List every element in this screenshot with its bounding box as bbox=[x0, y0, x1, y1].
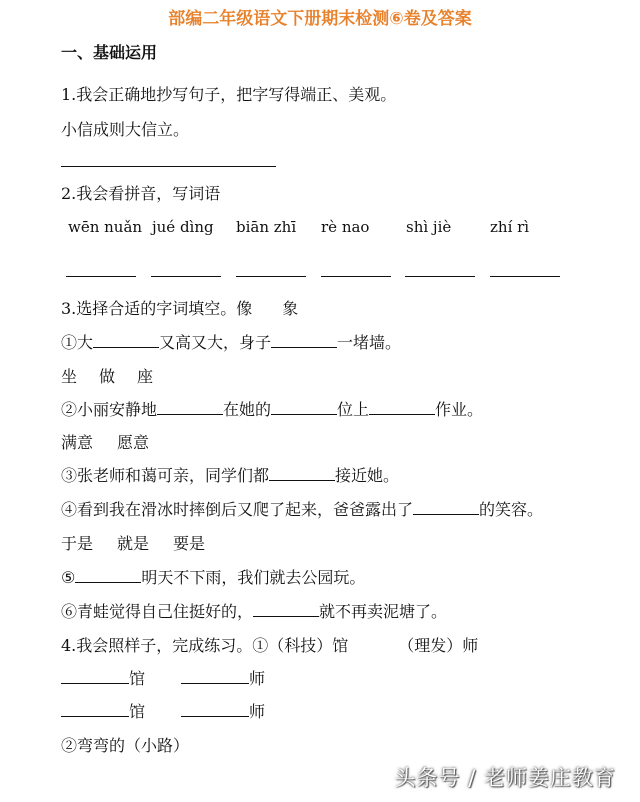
q3-item-text: 在她的 bbox=[223, 400, 272, 419]
fill-blank[interactable] bbox=[61, 702, 129, 717]
pinyin-4: rè nao bbox=[321, 218, 370, 236]
q4-item-2: ②弯弯的（小路） bbox=[61, 736, 190, 755]
fill-blank[interactable] bbox=[253, 602, 319, 617]
pinyin-6: zhí rì bbox=[490, 218, 530, 236]
q3-option: 满意 bbox=[61, 433, 94, 452]
q3-option: 坐 bbox=[61, 367, 78, 386]
q4-row bbox=[61, 701, 265, 723]
fill-blank[interactable] bbox=[271, 400, 337, 415]
q1-sentence: 小信成则大信立。 bbox=[61, 120, 190, 139]
q3-item-text: 又高又大，身子 bbox=[159, 333, 272, 352]
q3-item-2 bbox=[61, 399, 483, 421]
q3-option: 象 bbox=[282, 299, 299, 318]
q4-suffix: 馆 bbox=[129, 669, 146, 688]
pinyin-answer-blank[interactable] bbox=[151, 276, 221, 277]
q4-row bbox=[61, 668, 265, 690]
q3-option: 于是 bbox=[61, 534, 94, 553]
q3-item-text: 作业。 bbox=[435, 400, 484, 419]
q3-option-group bbox=[61, 366, 153, 388]
page-title: 部编二年级语文下册期末检测⑥卷及答案 bbox=[168, 9, 472, 29]
fill-blank[interactable] bbox=[61, 669, 129, 684]
fill-blank[interactable] bbox=[93, 333, 159, 348]
fill-blank[interactable] bbox=[181, 702, 249, 717]
q3-item-5 bbox=[61, 567, 365, 589]
pinyin-answer-blank[interactable] bbox=[321, 276, 391, 277]
fill-blank[interactable] bbox=[157, 400, 223, 415]
q3-item-text: ⑤ bbox=[61, 568, 76, 587]
fill-blank[interactable] bbox=[181, 669, 249, 684]
pinyin-1: wēn nuǎn bbox=[68, 218, 143, 236]
q3-item-text: 明天不下雨，我们就去公园玩。 bbox=[141, 568, 366, 587]
pinyin-5: shì jiè bbox=[406, 218, 452, 236]
q1-answer-line[interactable] bbox=[61, 166, 276, 167]
q3-item-4 bbox=[61, 499, 543, 521]
q3-prompt bbox=[61, 298, 298, 320]
q4-suffix: 师 bbox=[249, 702, 266, 721]
fill-blank[interactable] bbox=[413, 500, 479, 515]
q3-item-6 bbox=[61, 601, 447, 623]
q3-item-text: ⑥青蛙觉得自己住挺好的， bbox=[61, 602, 254, 621]
fill-blank[interactable] bbox=[271, 333, 337, 348]
q4-example: （理发）师 bbox=[398, 636, 479, 655]
fill-blank[interactable] bbox=[369, 400, 435, 415]
fill-blank[interactable] bbox=[75, 568, 141, 583]
pinyin-3: biān zhī bbox=[236, 218, 297, 236]
section-heading: 一、基础运用 bbox=[61, 43, 158, 62]
q3-option: 要是 bbox=[173, 534, 206, 553]
pinyin-answer-blank[interactable] bbox=[405, 276, 475, 277]
q3-item-text: ①大 bbox=[61, 333, 94, 352]
q3-option: 座 bbox=[137, 367, 154, 386]
pinyin-2: jué dìng bbox=[152, 218, 214, 236]
q3-option: 就是 bbox=[117, 534, 150, 553]
q3-item-text: ③张老师和蔼可亲，同学们都 bbox=[61, 466, 270, 485]
q4-suffix: 馆 bbox=[129, 702, 146, 721]
q4-suffix: 师 bbox=[249, 669, 266, 688]
q3-item-text: ②小丽安静地 bbox=[61, 400, 158, 419]
q3-item-text: 的笑容。 bbox=[479, 500, 544, 519]
pinyin-answer-blank[interactable] bbox=[236, 276, 306, 277]
q3-item-3 bbox=[61, 465, 399, 487]
q3-item-text: ④看到我在滑冰时摔倒后又爬了起来，爸爸露出了 bbox=[61, 500, 414, 519]
q3-option: 愿意 bbox=[117, 433, 150, 452]
fill-blank[interactable] bbox=[269, 466, 335, 481]
q3-option-group bbox=[61, 432, 149, 454]
q3-item-text: 一堵墙。 bbox=[337, 333, 402, 352]
q3-item-text: 位上 bbox=[337, 400, 370, 419]
q3-prompt-text: 3.选择合适的字词填空。像 bbox=[61, 299, 253, 318]
watermark: 头条号 / 老师姜庄教育 bbox=[394, 766, 616, 790]
q1-prompt: 1.我会正确地抄写句子，把字写得端正、美观。 bbox=[61, 85, 397, 104]
q3-option-group bbox=[61, 533, 205, 555]
q3-item-text: 接近她。 bbox=[335, 466, 400, 485]
pinyin-answer-blank[interactable] bbox=[490, 276, 560, 277]
q4-prompt bbox=[61, 635, 478, 657]
q2-prompt: 2.我会看拼音，写词语 bbox=[61, 184, 221, 203]
q3-option: 做 bbox=[99, 367, 116, 386]
q3-item-text: 就不再卖泥塘了。 bbox=[319, 602, 448, 621]
pinyin-answer-blank[interactable] bbox=[66, 276, 136, 277]
q4-prompt-text: 4.我会照样子，完成练习。①（科技）馆 bbox=[61, 636, 349, 655]
q3-item-1 bbox=[61, 332, 401, 354]
